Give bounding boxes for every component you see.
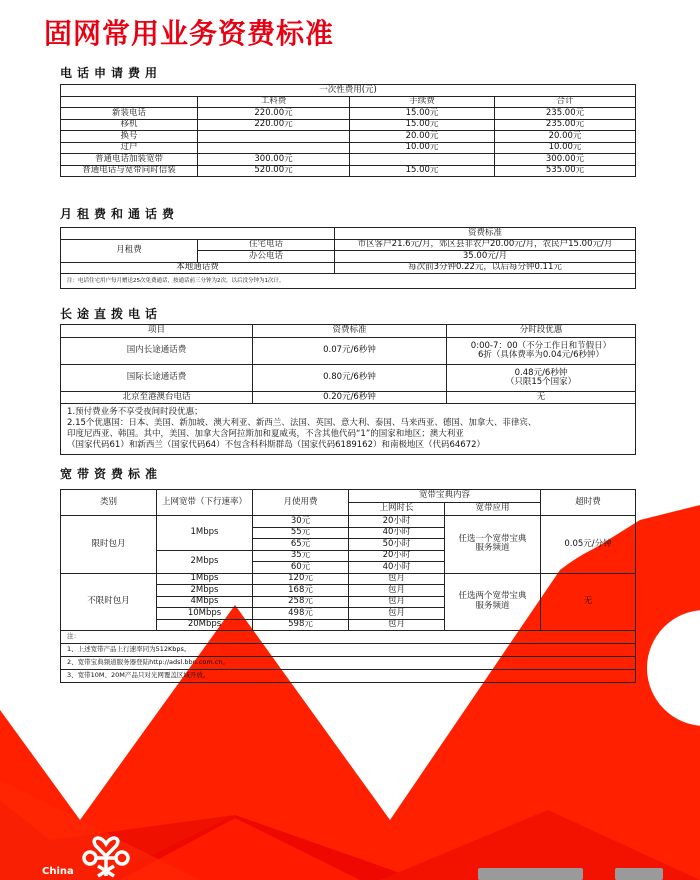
row-item: 普通电话与宽带同时信装: [61, 165, 198, 177]
long-distance-table: [60, 324, 636, 455]
hours-cell: 包月: [349, 608, 445, 620]
row-item: 普通电话加装宽带: [61, 154, 198, 166]
row-total: 535.00元: [495, 165, 636, 177]
speed-cell: 4Mbps: [157, 596, 253, 608]
column-header-material: 工料费: [198, 96, 350, 108]
row-material: 520.00元: [198, 165, 350, 177]
column-header-rate: 资费标准: [335, 228, 636, 240]
row-handling: 20.00元: [350, 131, 495, 143]
row-item: 移机: [61, 119, 198, 131]
table-header-row: [61, 96, 636, 108]
speed-cell: 1Mbps: [157, 516, 253, 551]
speed-cell: 1Mbps: [157, 573, 253, 585]
speed-cell: 20Mbps: [157, 619, 253, 631]
fee-cell: 258元: [253, 596, 349, 608]
apps-line-2: 服务频道: [475, 543, 510, 554]
table-header-row: [61, 228, 636, 240]
residential-value: 市区客户21.6元/月，郊区县非农户20.00元/月，农民户15.00元/月: [335, 239, 636, 251]
hours-cell: 包月: [349, 619, 445, 631]
notes-cell: [61, 404, 636, 455]
apps-cell-limited: [445, 516, 541, 574]
logo-text: China: [42, 866, 74, 877]
hours-cell: 包月: [349, 585, 445, 597]
hours-cell: 40小时: [349, 562, 445, 574]
note-line: 2.15个优惠国：日本、美国、新加坡、澳大利亚、新西兰、法国、英国、意大利、泰国、马来西亚、德国、加拿大、菲律宾、: [67, 418, 537, 429]
row-material: 220.00元: [198, 108, 350, 120]
row-total: 235.00元: [495, 119, 636, 131]
fee-cell: 35元: [253, 550, 349, 562]
footer-bar: [478, 868, 583, 880]
note-line: 印度尼西亚、韩国。其中，美国、加拿大含阿拉斯加和夏威夷，不含其他代码“1”的国家和地区；澳大利亚: [67, 429, 464, 440]
row-item: 国际长途通话费: [61, 365, 253, 392]
note-row: [61, 644, 636, 657]
office-value: 35.00元/月: [335, 251, 636, 263]
row-material: 220.00元: [198, 119, 350, 131]
row-material: [198, 142, 350, 154]
column-header-speed: 上网宽带（下行速率）: [157, 490, 253, 516]
speed-cell: 2Mbps: [157, 585, 253, 597]
discount-line-2: 6折（具体费率为0.04元/6秒钟）: [477, 350, 605, 360]
table-row: [61, 154, 636, 166]
fee-cell: 60元: [253, 562, 349, 574]
blank-header: [61, 228, 335, 240]
row-total: 235.00元: [495, 108, 636, 120]
discount-line-1: 0.48元/6秒钟: [514, 367, 568, 378]
hours-cell: 20小时: [349, 550, 445, 562]
row-item: 过户: [61, 142, 198, 154]
discount-line-1: 0:00-7：00（不分工作日和节假日）: [470, 340, 612, 351]
column-header-package: 宽带宝典内容: [349, 490, 541, 503]
table-row: [61, 338, 636, 365]
apps-line-2: 服务频道: [475, 600, 510, 611]
column-header-handling: 手续费: [350, 96, 495, 108]
table-row: [61, 165, 636, 177]
hours-cell: 50小时: [349, 539, 445, 551]
fee-cell: 498元: [253, 608, 349, 620]
table-row: [61, 119, 636, 131]
fee-cell: 30元: [253, 516, 349, 528]
hours-cell: 20小时: [349, 516, 445, 528]
section-heading-phone-application: 电话申请费用: [60, 66, 163, 80]
table-row: [61, 365, 636, 392]
row-rate: 0.20元/6秒钟: [253, 392, 447, 404]
section-heading-long-distance: 长途直拨电话: [60, 307, 163, 321]
row-rate: 0.80元/6秒钟: [253, 365, 447, 392]
column-header-total: 合计: [495, 96, 636, 108]
table-row: [61, 516, 636, 528]
row-discount: [447, 365, 636, 392]
row-handling: 15.00元: [350, 108, 495, 120]
column-header-overtime: 超时费: [541, 490, 636, 516]
table-row: [61, 573, 636, 585]
column-header-apps: 宽带应用: [445, 503, 541, 516]
table-header-row: [61, 325, 636, 338]
note-row: [61, 670, 636, 683]
hours-cell: 包月: [349, 573, 445, 585]
notes-row: [61, 404, 636, 455]
table-row: [61, 131, 636, 143]
speed-cell: 10Mbps: [157, 608, 253, 620]
office-label: 办公电话: [198, 251, 335, 263]
row-total: 300.00元: [495, 154, 636, 166]
column-header-item: 项目: [61, 325, 253, 338]
note-row: [61, 631, 636, 644]
fee-cell: 55元: [253, 527, 349, 539]
column-header-category: 类别: [61, 490, 157, 516]
hours-cell: 40小时: [349, 527, 445, 539]
note-line: （国家代码61）和新西兰（国家代码64）不包含科科斯群岛（国家代码6189162）和南极地区（代码64672）: [67, 440, 486, 451]
row-handling: [350, 154, 495, 166]
row-item: 北京至港澳台电话: [61, 392, 253, 404]
row-handling: 15.00元: [350, 165, 495, 177]
table-row: [61, 108, 636, 120]
table-row: [61, 142, 636, 154]
monthly-rent-label: 月租费: [61, 239, 198, 262]
row-item: 换号: [61, 131, 198, 143]
column-header-hours: 上网时长: [349, 503, 445, 516]
broadband-tariff-table: [60, 489, 636, 683]
row-material: 300.00元: [198, 154, 350, 166]
row-total: 10.00元: [495, 142, 636, 154]
local-call-label: 本地通话费: [61, 262, 335, 274]
section-heading-monthly-rent: 月租费和通话费: [60, 207, 180, 221]
local-call-value: 每次前3分钟0.22元，以后每分钟0.11元: [335, 262, 636, 274]
category-limited: 限时包月: [61, 516, 157, 574]
row-rate: 0.07元/6秒钟: [253, 338, 447, 365]
note-text: 注：: [61, 631, 636, 644]
residential-label: 住宅电话: [198, 239, 335, 251]
hours-cell: 包月: [349, 596, 445, 608]
column-header-monthly: 月使用费: [253, 490, 349, 516]
overtime-limited: 0.05元/分钟: [541, 516, 636, 574]
row-item: 新装电话: [61, 108, 198, 120]
table-group-header-row: [61, 85, 636, 97]
note-row: [61, 274, 636, 289]
monthly-rent-call-fee-table: [60, 227, 636, 289]
page-title: 固网常用业务资费标准: [44, 17, 335, 50]
row-handling: 15.00元: [350, 119, 495, 131]
apps-cell-unlimited: [445, 573, 541, 631]
group-header: 一次性费用(元): [61, 85, 636, 97]
footer-bar: [615, 868, 663, 880]
fee-cell: 168元: [253, 585, 349, 597]
fee-cell: 598元: [253, 619, 349, 631]
row-discount: [447, 338, 636, 365]
table-header-row: [61, 490, 636, 503]
row-material: [198, 131, 350, 143]
note-row: [61, 657, 636, 670]
table-row: [61, 392, 636, 404]
china-unicom-knot-icon: [80, 830, 132, 880]
table-row: [61, 262, 636, 274]
fee-cell: 65元: [253, 539, 349, 551]
row-handling: 10.00元: [350, 142, 495, 154]
column-header-discount: 分时段优惠: [447, 325, 636, 338]
discount-line-2: （只限15个国家）: [505, 377, 577, 387]
table-row: [61, 239, 636, 251]
note-text: 注：电话住宅用户每月赠送25次免费通话，按通话前三分钟为2次，以后没分钟为1次计。: [61, 274, 636, 289]
overtime-unlimited: 无: [541, 573, 636, 631]
note-text: 2、宽带宝典频道服务器登陆http://adsl.bbn.com.cn。: [61, 657, 636, 670]
note-line: 1.预付费业务不享受夜间时段优惠；: [67, 407, 203, 417]
column-header-rate: 资费标准: [253, 325, 447, 338]
section-heading-broadband: 宽带资费标准: [60, 467, 163, 481]
note-text: 1、上述宽带产品上行速率同为512Kbps。: [61, 644, 636, 657]
fee-cell: 120元: [253, 573, 349, 585]
row-total: 20.00元: [495, 131, 636, 143]
apps-line-1: 任选一个宽带宝典: [458, 533, 527, 544]
phone-application-fee-table: [60, 84, 636, 177]
note-text: 3、宽带10M、20M产品只对光网覆盖区域开放。: [61, 670, 636, 683]
category-unlimited: 不限时包月: [61, 573, 157, 631]
speed-cell: 2Mbps: [157, 550, 253, 573]
apps-line-1: 任选两个宽带宝典: [458, 591, 527, 602]
column-header-blank: [61, 96, 198, 108]
row-discount: 无: [447, 392, 636, 404]
row-item: 国内长途通话费: [61, 338, 253, 365]
